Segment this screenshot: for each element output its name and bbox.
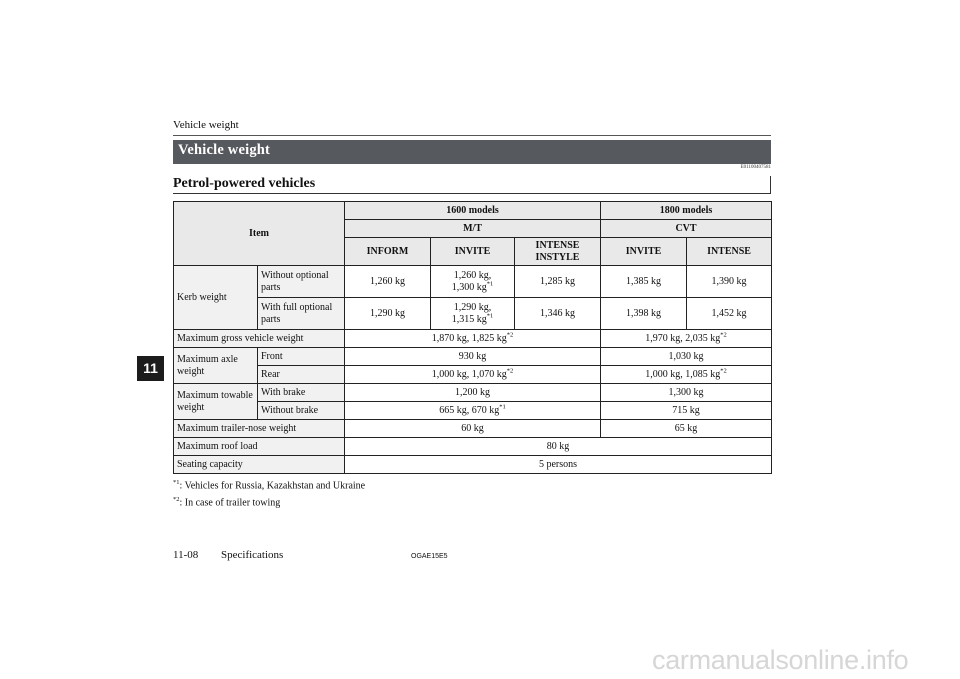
table-cell: 715 kg bbox=[601, 402, 772, 420]
table-row bbox=[174, 456, 772, 474]
towable-weight-label: Maximum towable weight bbox=[174, 384, 258, 420]
table-cell: 1,385 kg bbox=[601, 266, 687, 298]
table-cell: 1,390 kg bbox=[687, 266, 772, 298]
footnote-mark: *2 bbox=[173, 496, 180, 504]
kerb-weight-label: Kerb weight bbox=[174, 266, 258, 330]
table-cell: 80 kg bbox=[345, 438, 772, 456]
transmission-cvt: CVT bbox=[601, 220, 772, 238]
cell-line: 1,260 kg, bbox=[453, 270, 492, 281]
grade-intense-instyle: INTENSE INSTYLE bbox=[515, 238, 601, 266]
table-cell: 1,030 kg bbox=[601, 348, 772, 366]
page-number: 11-08 bbox=[173, 549, 199, 561]
footnote-text: : Vehicles for Russia, Kazakhstan and Ukraine bbox=[179, 480, 366, 492]
subheading: Petrol-powered vehicles bbox=[173, 176, 316, 191]
table-row bbox=[174, 384, 772, 402]
table-cell: 1,300 kg bbox=[601, 384, 772, 402]
subheading-rule-end bbox=[770, 176, 771, 194]
table-row bbox=[174, 298, 772, 330]
cell-value: 1,000 kg, 1,070 kg bbox=[431, 368, 507, 380]
table-cell: 1,290 kg bbox=[345, 298, 431, 330]
item-header: Item bbox=[174, 202, 345, 266]
document-code: E01100407581 bbox=[740, 165, 771, 170]
model-group-1600: 1600 models bbox=[345, 202, 601, 220]
footnote-mark: *2 bbox=[506, 367, 514, 375]
table-cell: 930 kg bbox=[345, 348, 601, 366]
row-sub-label: Front bbox=[258, 348, 345, 366]
table-row bbox=[174, 266, 772, 298]
chapter-tab: 11 bbox=[137, 356, 164, 381]
cell-line: 1,315 kg bbox=[451, 313, 487, 325]
footnote-mark: *1 bbox=[499, 403, 506, 411]
trailer-nose-label: Maximum trailer-nose weight bbox=[174, 420, 345, 438]
row-sub-label: With brake bbox=[258, 384, 345, 402]
cell-value: 1,000 kg, 1,085 kg bbox=[645, 368, 721, 380]
cell-line: 1,290 kg, bbox=[453, 302, 492, 313]
table-cell: 1,200 kg bbox=[345, 384, 601, 402]
cell-value: 1,870 kg, 1,825 kg bbox=[431, 332, 507, 344]
cell-line: 1,300 kg bbox=[451, 281, 487, 293]
footnote-text: : In case of trailer towing bbox=[179, 497, 281, 509]
grade-invite-1800: INVITE bbox=[601, 238, 687, 266]
table-row bbox=[174, 330, 772, 348]
table-cell: 60 kg bbox=[345, 420, 601, 438]
table-cell bbox=[345, 402, 601, 420]
footnote-mark: *1 bbox=[486, 312, 494, 320]
table-cell bbox=[431, 298, 515, 330]
model-group-1800: 1800 models bbox=[601, 202, 772, 220]
roof-load-label: Maximum roof load bbox=[174, 438, 345, 456]
footnote-mark: *1 bbox=[486, 280, 494, 288]
section-title: Vehicle weight bbox=[178, 142, 271, 158]
table-cell: 1,398 kg bbox=[601, 298, 687, 330]
table-cell: 65 kg bbox=[601, 420, 772, 438]
table-cell: 5 persons bbox=[345, 456, 772, 474]
table-cell bbox=[345, 330, 601, 348]
footnote bbox=[173, 476, 365, 493]
footnote-mark: *2 bbox=[720, 331, 727, 339]
row-sub-label: Rear bbox=[258, 366, 345, 384]
table-row bbox=[174, 348, 772, 366]
table-row bbox=[174, 402, 772, 420]
section-title-bar bbox=[173, 140, 771, 164]
table-row bbox=[174, 438, 772, 456]
row-sub-label: Without optional parts bbox=[258, 266, 345, 298]
grade-intense: INTENSE bbox=[687, 238, 772, 266]
table-row bbox=[174, 420, 772, 438]
table-cell bbox=[601, 366, 772, 384]
manual-code: OGAE15E5 bbox=[411, 553, 448, 560]
table-cell: 1,452 kg bbox=[687, 298, 772, 330]
table-cell bbox=[345, 366, 601, 384]
transmission-mt: M/T bbox=[345, 220, 601, 238]
table-cell bbox=[601, 330, 772, 348]
axle-weight-label: Maximum axle weight bbox=[174, 348, 258, 384]
table-cell: 1,260 kg bbox=[345, 266, 431, 298]
vehicle-weight-table bbox=[173, 201, 772, 474]
cell-value: 665 kg, 670 kg bbox=[439, 404, 500, 416]
footnotes bbox=[173, 476, 365, 511]
subheading-rule bbox=[173, 193, 771, 194]
header-rule bbox=[173, 135, 771, 136]
seating-capacity-label: Seating capacity bbox=[174, 456, 345, 474]
table-cell bbox=[431, 266, 515, 298]
footnote-mark: *1 bbox=[173, 479, 180, 486]
watermark: carmanualsonline.info bbox=[652, 645, 909, 675]
table-row bbox=[174, 366, 772, 384]
footer-section: Specifications bbox=[221, 549, 284, 561]
gross-weight-label: Maximum gross vehicle weight bbox=[174, 330, 345, 348]
cell-value: 1,970 kg, 2,035 kg bbox=[645, 332, 721, 344]
row-sub-label: With full optional parts bbox=[258, 298, 345, 330]
footnote-mark: *2 bbox=[506, 331, 514, 339]
grade-inform: INFORM bbox=[345, 238, 431, 266]
footnote bbox=[173, 493, 365, 510]
footnote-mark: *2 bbox=[720, 367, 727, 375]
row-sub-label: Without brake bbox=[258, 402, 345, 420]
table-cell: 1,285 kg bbox=[515, 266, 601, 298]
grade-invite-1600: INVITE bbox=[431, 238, 515, 266]
table-cell: 1,346 kg bbox=[515, 298, 601, 330]
running-header: Vehicle weight bbox=[173, 119, 239, 131]
